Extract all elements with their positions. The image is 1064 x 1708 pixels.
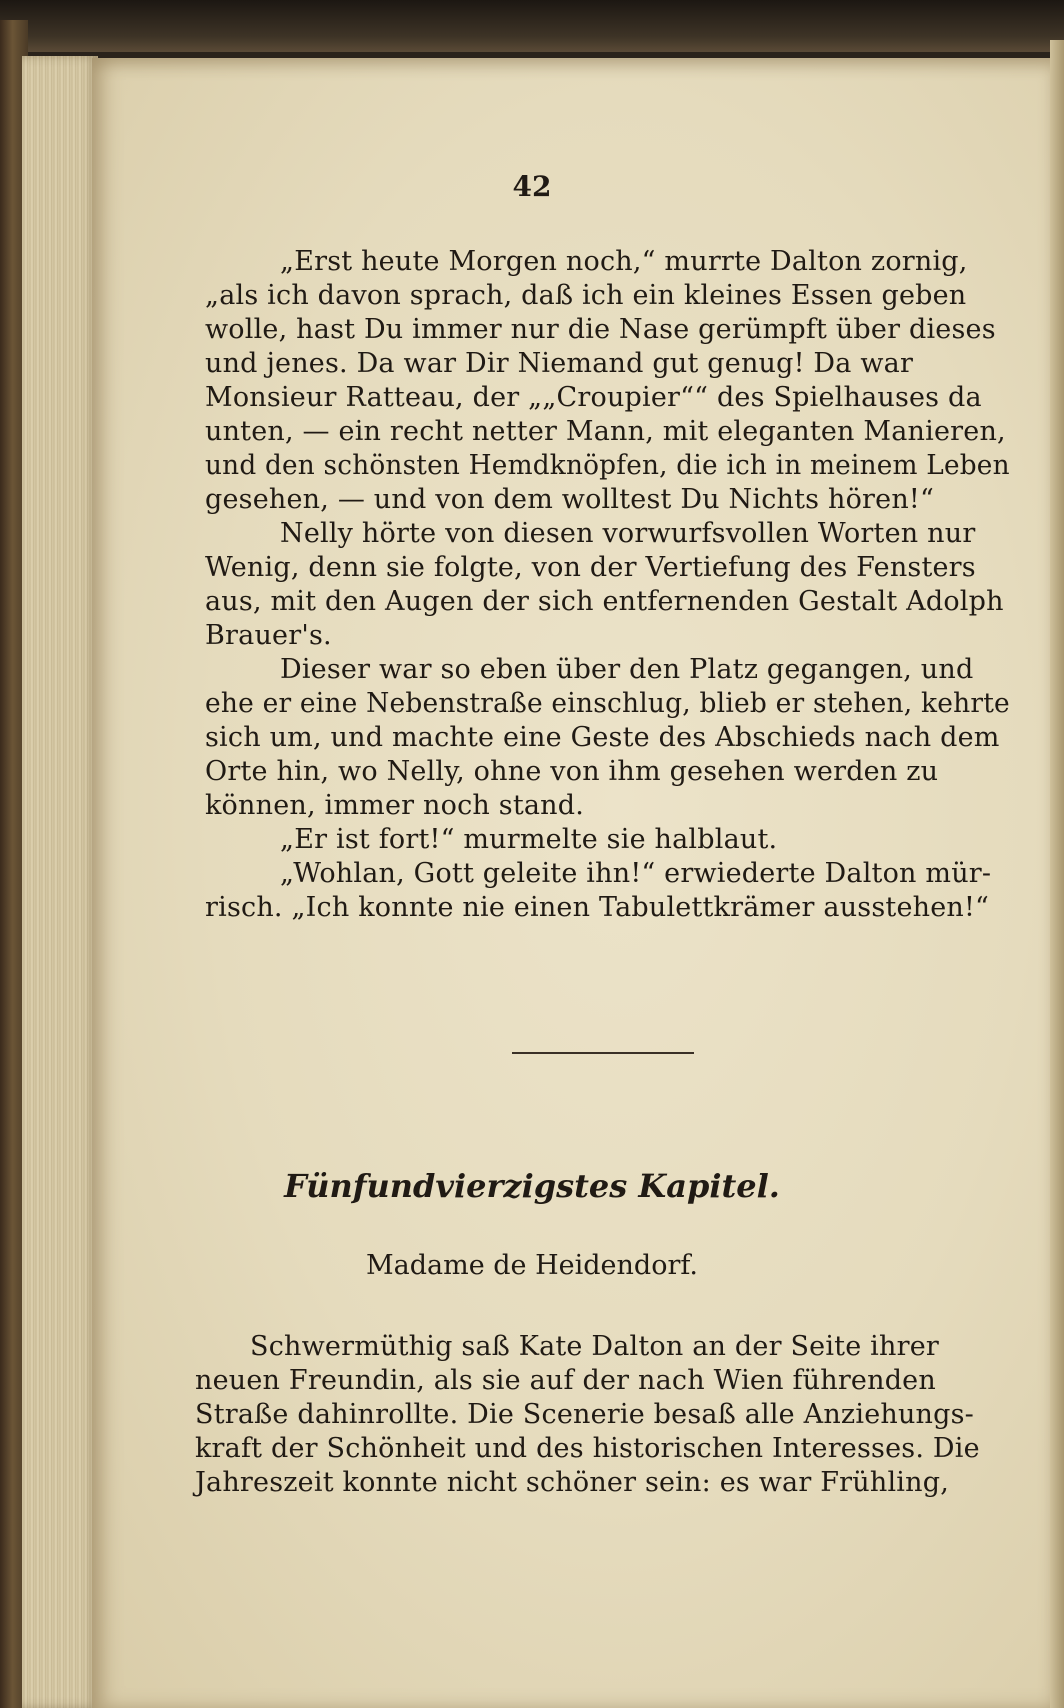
text-line: neuen Freundin, als sie auf der nach Wien führenden (195, 1365, 936, 1396)
text-line: Brauer's. (205, 620, 332, 651)
section-divider (512, 1052, 694, 1054)
text-line: gesehen, — und von dem wolltest Du Nichts hören!“ (205, 484, 934, 515)
text-line: „Er ist fort!“ murmelte sie halblaut. (280, 824, 778, 855)
text-line: „Wohlan, Gott geleite ihn!“ erwiederte Dalton mür- (280, 858, 992, 889)
text-line: „als ich davon sprach, daß ich ein kleines Essen geben (205, 280, 967, 311)
text-line: und den schönsten Hemdknöpfen, die ich in meinem Leben (205, 450, 1010, 481)
text-line: Nelly hörte von diesen vorwurfsvollen Worten nur (280, 518, 976, 549)
page-right-edge (1050, 40, 1064, 1708)
text-line: Jahreszeit konnte nicht schöner sein: es war Frühling, (195, 1467, 949, 1498)
text-line: aus, mit den Augen der sich entfernenden Gestalt Adolph (205, 586, 1004, 617)
chapter-title: Fünfundvierzigstes Kapitel. (284, 1167, 780, 1205)
text-line: Dieser war so eben über den Platz gegangen, und (280, 654, 974, 685)
text-line: ehe er eine Nebenstraße einschlug, blieb er stehen, kehrte (205, 688, 1010, 719)
text-line: Schwermüthig saß Kate Dalton an der Seite ihrer (250, 1331, 940, 1362)
text-line: wolle, hast Du immer nur die Nase gerümpft über dieses (205, 314, 996, 345)
text-line: unten, — ein recht netter Mann, mit eleganten Manieren, (205, 416, 1006, 447)
text-line: Straße dahinrollte. Die Scenerie besaß alle Anziehungs- (195, 1399, 974, 1430)
text-line: Wenig, denn sie folgte, von der Vertiefung des Fensters (205, 552, 976, 583)
text-line: Orte hin, wo Nelly, ohne von ihm gesehen werden zu (205, 756, 939, 787)
chapter-subtitle: Madame de Heidendorf. (365, 1250, 698, 1281)
text-line: und jenes. Da war Dir Niemand gut genug! Da war (205, 348, 914, 379)
text-line: kraft der Schönheit und des historischen Interesses. Die (195, 1433, 980, 1464)
page-number: 42 (512, 170, 552, 203)
page-edges (22, 56, 98, 1708)
text-line: sich um, und machte eine Geste des Abschieds nach dem (205, 722, 1000, 753)
text-line: Monsieur Ratteau, der „„Croupier““ des Spielhauses da (205, 382, 982, 413)
text-line: „Erst heute Morgen noch,“ murrte Dalton zornig, (280, 246, 968, 277)
text-line: können, immer noch stand. (205, 790, 585, 821)
text-line: risch. „Ich konnte nie einen Tabulettkrämer ausstehen!“ (205, 892, 990, 923)
book-cover-top (0, 0, 1064, 52)
